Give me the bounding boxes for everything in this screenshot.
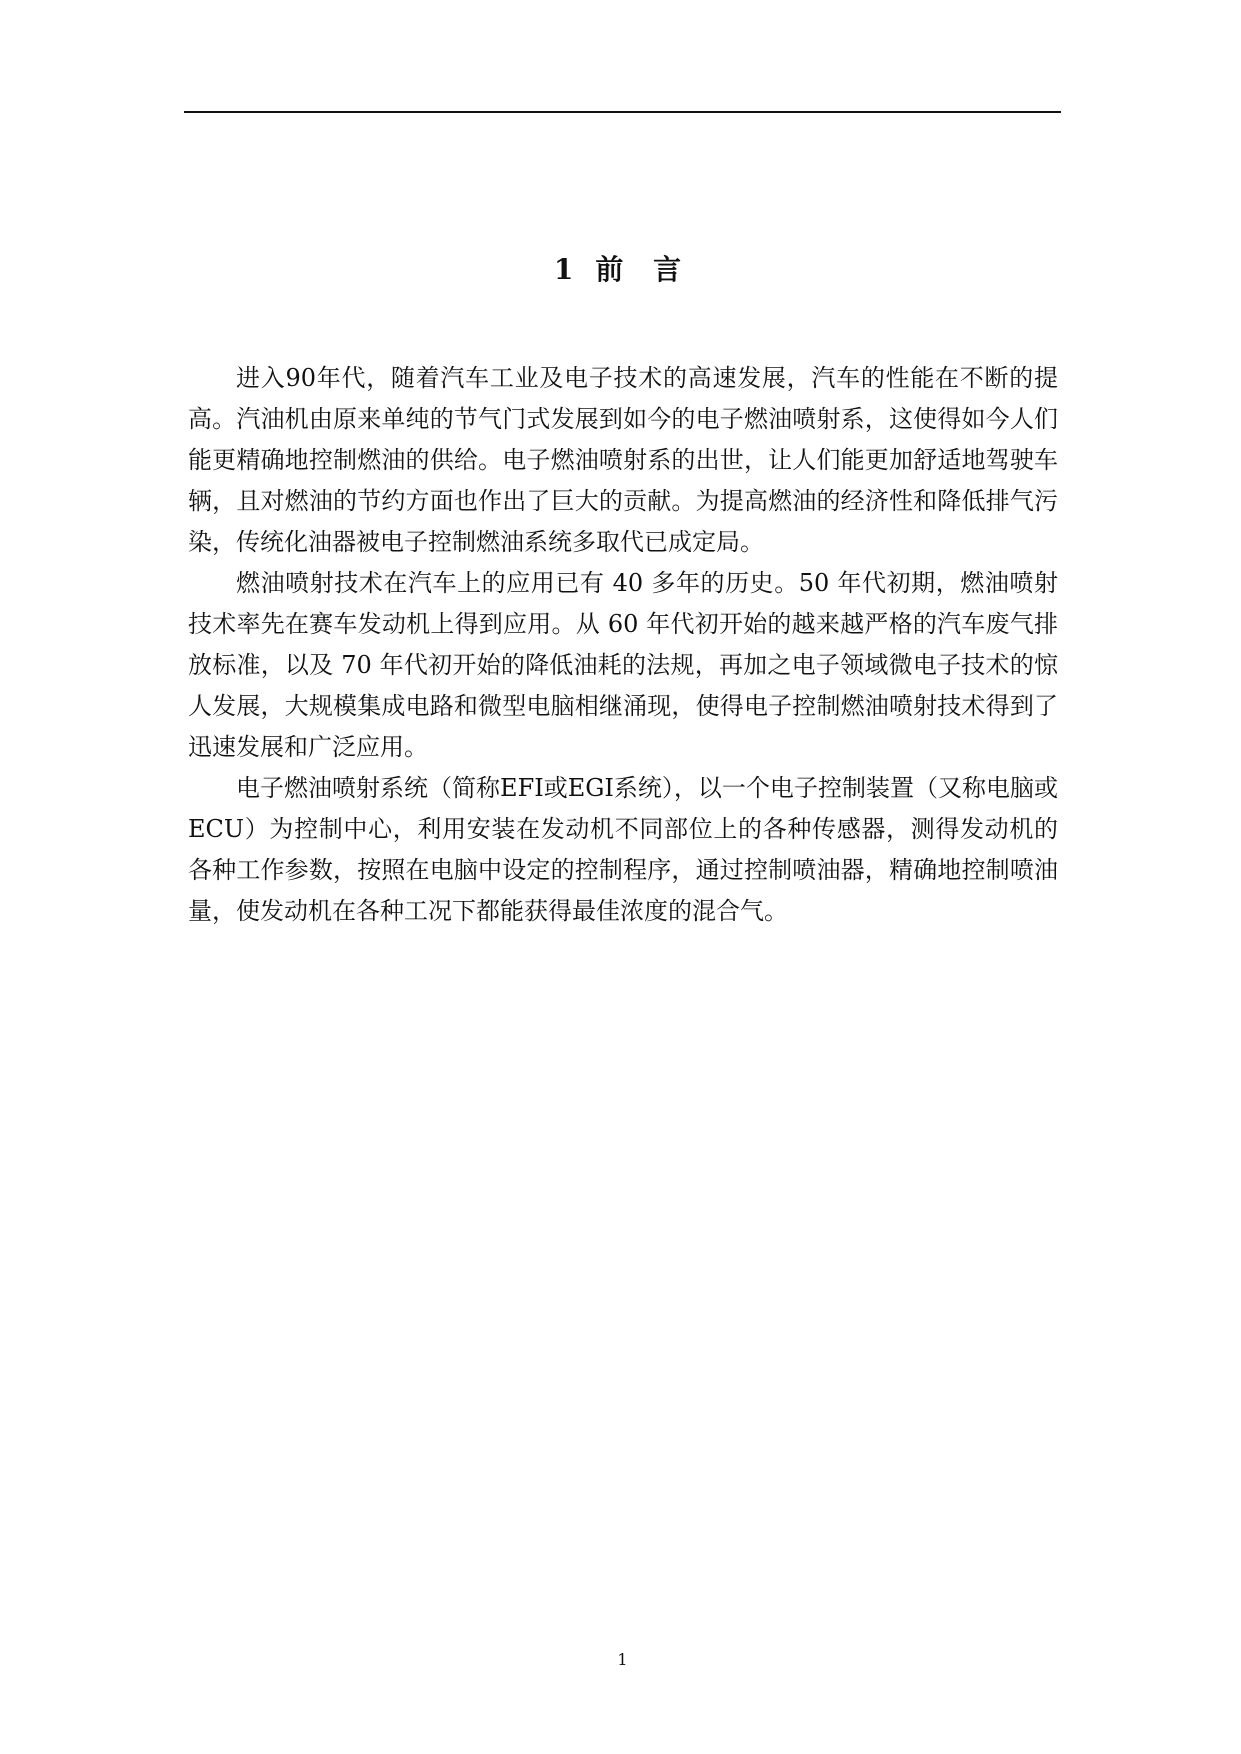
chapter-heading xyxy=(184,250,1061,290)
paragraph: 进入90年代，随着汽车工业及电子技术的高速发展，汽车的性能在不断的提高。汽油机由原来单纯的节气门式发展到如今的电子燃油喷射系，这使得如今人们能更精确地控制燃油的供给。电子燃油喷射系的出世，让人们能更加舒适地驾驶车辆，且对燃油的节约方面也作出了巨大的贡献。为提高燃油的经济性和降低排气污染，传统化油器被电子控制燃油系统多取代已成定局。 xyxy=(188,364,1058,556)
chapter-number: 1 xyxy=(553,253,574,286)
header-rule xyxy=(184,111,1061,113)
paragraph: 燃油喷射技术在汽车上的应用已有 40 多年的历史。50 年代初期，燃油喷射技术率先在赛车发动机上得到应用。从 60 年代初开始的越来越严格的汽车废气排放标准，以及 70 年代初开始的降低油耗的法规，再加之电子领域微电子技术的惊人发展，大规模集成电路和微型电脑相继涌现，使得电子控制燃油喷射技术得到了迅速发展和广泛应用。 xyxy=(188,569,1058,761)
page-number: 1 xyxy=(617,1650,628,1669)
paragraph: 电子燃油喷射系统（简称EFI或EGI系统），以一个电子控制装置（又称电脑或ECU）为控制中心，利用安装在发动机不同部位上的各种传感器，测得发动机的各种工作参数，按照在电脑中设定的控制程序，通过控制喷油器，精确地控制喷油量，使发动机在各种工况下都能获得最佳浓度的混合气。 xyxy=(188,774,1058,925)
body-text xyxy=(188,358,1058,932)
chapter-title: 前 言 xyxy=(595,253,692,286)
